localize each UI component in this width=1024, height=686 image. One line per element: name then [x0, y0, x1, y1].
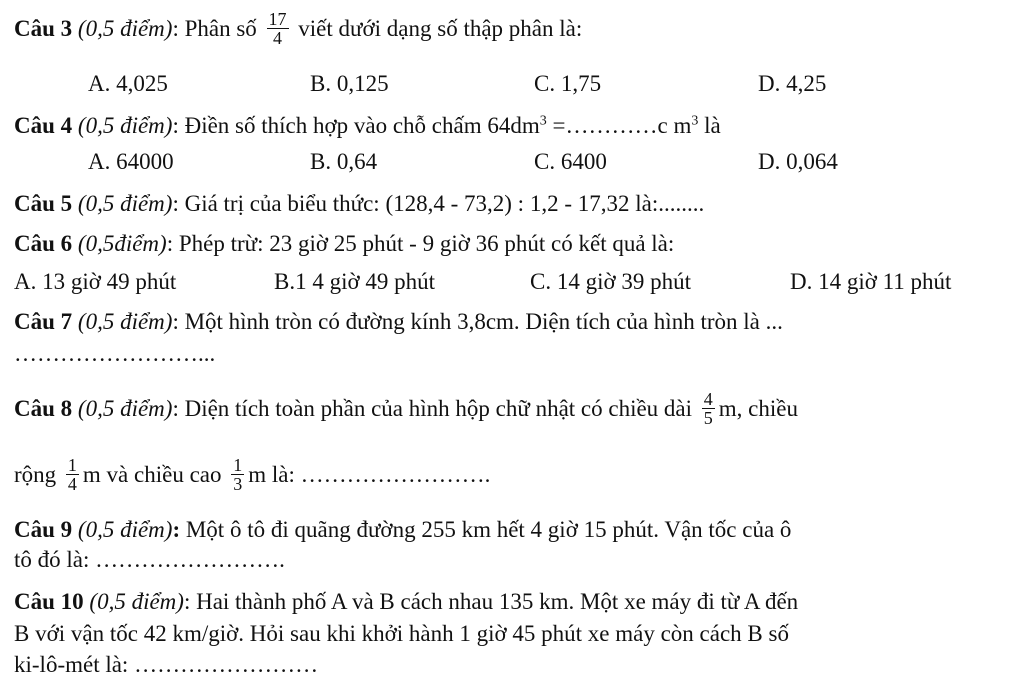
q3-label: Câu 3 — [14, 15, 73, 41]
q3-frac-num: 17 — [268, 9, 287, 29]
q8-text-c: rộng — [14, 461, 57, 487]
q6-option-a: A. 13 giờ 49 phút — [14, 269, 177, 294]
q4-text-c: là — [698, 113, 721, 138]
q6-option-c: C. 14 giờ 39 phút — [530, 269, 692, 294]
q4-sup-2: 3 — [691, 113, 699, 129]
question-8-cont — [14, 455, 491, 495]
question-5 — [14, 190, 704, 218]
q8-f3-den: 3 — [233, 474, 243, 494]
q8-text-b: m, chiều — [718, 395, 798, 421]
question-7 — [14, 308, 783, 336]
q3-text-after: viết dưới dạng số thập phân là: — [298, 15, 583, 41]
q9-label: Câu 9 — [14, 517, 73, 542]
q7-answer-blank: ……………………... — [14, 341, 216, 366]
q5-text: : Giá trị của biểu thức: (128,4 - 73,2) : 1,2 - 17,32 là:........ — [172, 191, 705, 216]
q4-option-d: D. 0,064 — [758, 149, 838, 174]
q5-label: Câu 5 — [14, 191, 73, 216]
q8-text-d: m và chiều cao — [82, 461, 222, 487]
question-8 — [14, 389, 798, 429]
q8-label: Câu 8 — [14, 395, 73, 421]
q7-points: (0,5 điểm) — [77, 309, 173, 334]
q10-text-line-3: ki-lô-mét là: …………………… — [14, 652, 319, 677]
q9-text-line-2: tô đó là: ……………………. — [14, 547, 285, 572]
question-3 — [14, 9, 583, 49]
q8-text-e: m là: ……………………. — [248, 461, 491, 487]
q7-label: Câu 7 — [14, 309, 73, 334]
q10-text: : Hai thành phố A và B cách nhau 135 km. Một xe máy đi từ A đến — [183, 589, 799, 614]
q3-text-before: : Phân số — [172, 15, 257, 41]
question-4 — [14, 112, 721, 140]
q8-f2-num: 1 — [67, 455, 77, 475]
question-6 — [14, 230, 674, 258]
q5-points: (0,5 điểm) — [77, 191, 173, 216]
q3-option-d: D. 4,25 — [758, 71, 827, 96]
q8-fraction-length — [702, 390, 715, 427]
q4-label: Câu 4 — [14, 113, 73, 138]
q8-f2-den: 4 — [67, 474, 77, 494]
q8-f3-num: 1 — [233, 455, 243, 475]
q6-text: : Phép trừ: 23 giờ 25 phút - 9 giờ 36 phút có kết quả là: — [166, 231, 675, 256]
question-9 — [14, 516, 791, 544]
q6-option-d: D. 14 giờ 11 phút — [790, 269, 952, 294]
q8-points: (0,5 điểm) — [77, 395, 173, 421]
q9-points: (0,5 điểm) — [77, 517, 173, 542]
q3-option-a: A. 4,025 — [88, 71, 168, 96]
q10-text-line-2: B với vận tốc 42 km/giờ. Hỏi sau khi khởi hành 1 giờ 45 phút xe máy còn cách B số — [14, 621, 789, 646]
q4-option-c: C. 6400 — [534, 149, 607, 174]
q8-f1-den: 5 — [703, 408, 713, 428]
q9-colon: : — [172, 517, 181, 542]
q8-fraction-width — [66, 456, 79, 493]
q10-points: (0,5 điểm) — [89, 589, 184, 614]
q8-text-a: : Diện tích toàn phần của hình hộp chữ nhật có chiều dài — [172, 395, 693, 421]
q3-option-c: C. 1,75 — [534, 71, 602, 96]
q4-points: (0,5 điểm) — [77, 113, 173, 138]
q8-f1-num: 4 — [703, 389, 713, 409]
q8-fraction-height — [231, 456, 244, 493]
q10-label: Câu 10 — [14, 589, 84, 614]
q6-option-b: B.1 4 giờ 49 phút — [274, 269, 436, 294]
q4-sup-1: 3 — [539, 113, 547, 129]
q7-text: : Một hình tròn có đường kính 3,8cm. Diện tích của hình tròn là ... — [172, 309, 783, 334]
q3-points: (0,5 điểm) — [77, 15, 173, 41]
q3-fraction — [267, 10, 289, 47]
q9-text: Một ô tô đi quãng đường 255 km hết 4 giờ 15 phút. Vận tốc của ô — [180, 517, 792, 542]
q4-option-b: B. 0,64 — [310, 149, 378, 174]
q4-text-b: =…………c m — [546, 113, 692, 138]
q6-label: Câu 6 — [14, 231, 73, 256]
q3-option-b: B. 0,125 — [310, 71, 389, 96]
question-10 — [14, 588, 798, 616]
q4-option-a: A. 64000 — [88, 149, 174, 174]
q4-text-a: : Điền số thích hợp vào chỗ chấm 64dm — [172, 113, 540, 138]
q3-frac-den: 4 — [273, 28, 283, 48]
q6-points: (0,5điểm) — [77, 231, 167, 256]
